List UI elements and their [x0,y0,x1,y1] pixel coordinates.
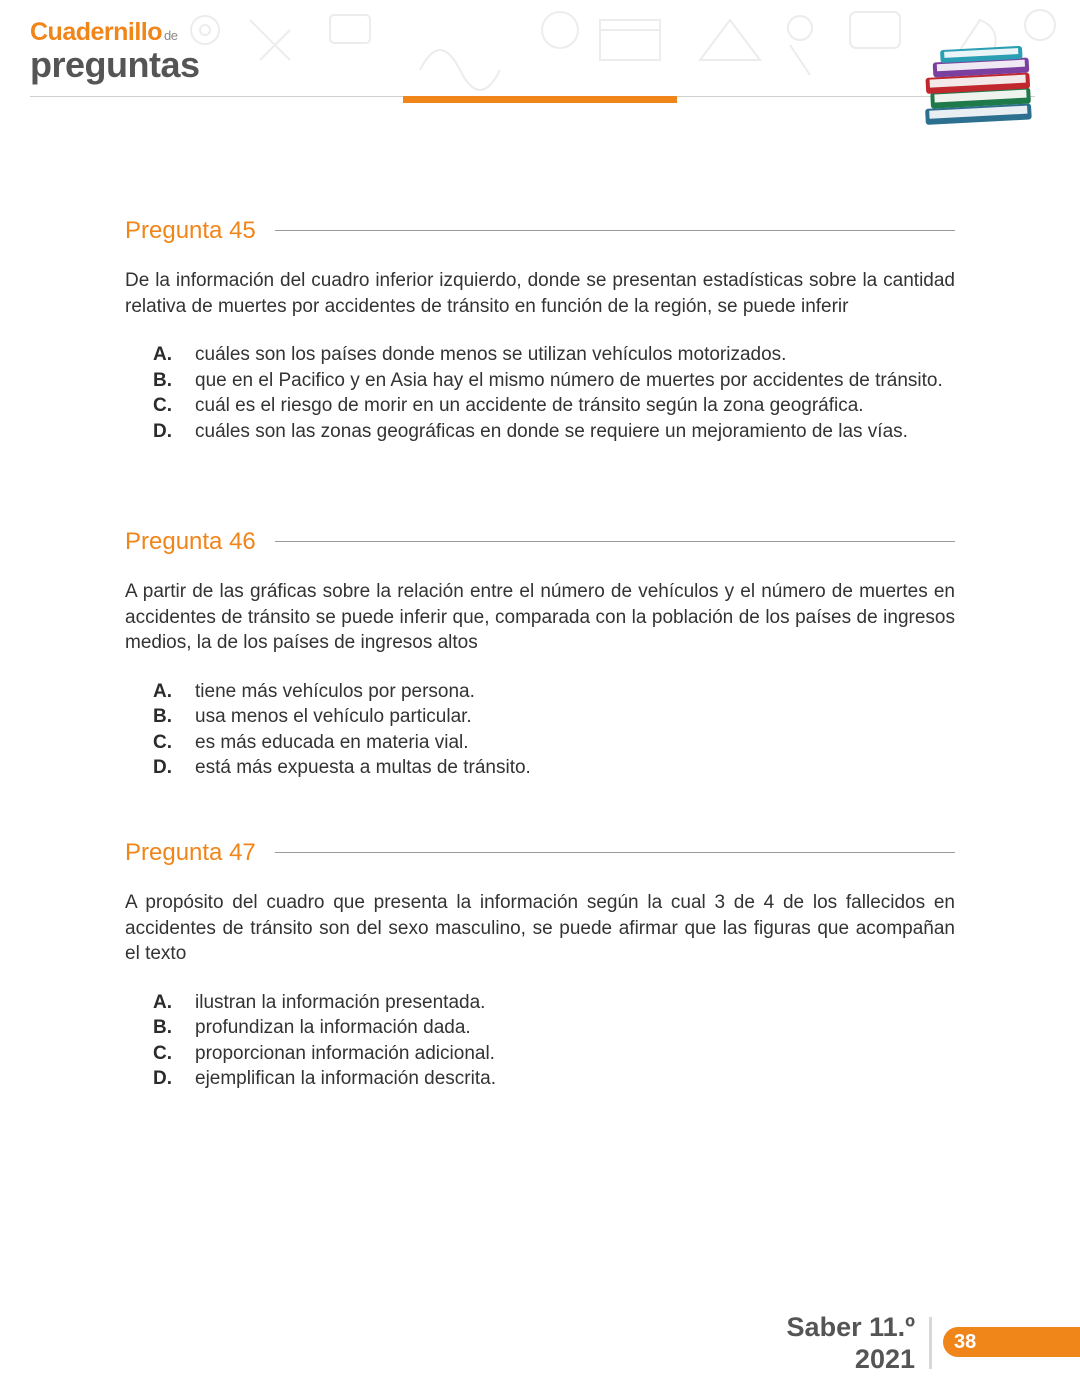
option-text: cuáles son las zonas geográficas en donde se requiere un mejoramiento de las vías. [195,420,908,442]
brand-title-main: Cuadernillo [30,18,163,46]
question-text: De la información del cuadro inferior izquierdo, donde se presentan estadísticas sobre la cantidad relativa de muertes por accidentes de tránsito en función de la región, se puede inferir [125,270,955,317]
question-47 [125,838,955,1092]
option-d[interactable] [153,1066,955,1092]
footer-year: 2021 [854,1344,915,1374]
option-text: que en el Pacifico y en Asia hay el mismo número de muertes por accidentes de tránsito. [195,369,943,391]
option-a[interactable] [153,342,955,368]
option-text: profundizan la información dada. [195,1017,471,1038]
question-header [125,838,955,874]
option-text: ilustran la información presentada. [195,991,486,1013]
option-letter: A. [153,991,172,1013]
question-text: A propósito del cuadro que presenta la información según la cual 3 de 4 de los fallecidos en accidentes de tránsito son del sexo masculino, se puede afirmar que las figuras que acompañan el texto [125,892,955,964]
option-letter: B. [153,1017,172,1038]
question-rule [275,852,955,853]
option-text: usa menos el vehículo particular. [195,706,472,727]
question-text: A partir de las gráficas sobre la relación entre el número de vehículos y el número de muertes en accidentes de tránsito se puede inferir que, comparada con la población de los países de ingresos medios, la de los países de ingresos altos [125,581,955,653]
answer-options [125,342,955,444]
option-c[interactable] [153,393,955,419]
option-a[interactable] [153,679,955,705]
option-letter: D. [153,757,172,778]
footer-divider [929,1317,932,1369]
question-header [125,527,955,563]
option-text: es más educada en materia vial. [195,731,469,753]
brand-subtitle: preguntas [30,44,200,85]
option-letter: A. [153,344,172,365]
option-a[interactable] [153,990,955,1016]
question-header [125,216,955,252]
option-text: cuál es el riesgo de morir en un accidente de tránsito según la zona geográfica. [195,395,864,416]
option-letter: B. [153,369,172,391]
option-b[interactable] [153,704,955,730]
footer-exam-name: Saber 11.º [786,1312,915,1342]
question-rule [275,541,955,542]
question-45 [125,216,955,444]
option-letter: C. [153,1042,172,1064]
option-text: está más expuesta a multas de tránsito. [195,757,531,778]
books-stack-icon [918,44,1044,130]
option-b[interactable] [153,1015,955,1041]
option-letter: C. [153,395,172,416]
option-c[interactable] [153,730,955,756]
question-rule [275,230,955,231]
option-d[interactable] [153,755,955,781]
option-letter: D. [153,1068,172,1089]
option-letter: A. [153,680,172,702]
answer-options [125,990,955,1092]
option-letter: C. [153,731,172,753]
option-letter: B. [153,706,172,727]
option-text: ejemplifican la información descrita. [195,1068,496,1089]
question-title: Pregunta 45 [125,216,270,246]
option-text: tiene más vehículos por persona. [195,680,475,702]
option-d[interactable] [153,419,955,445]
option-c[interactable] [153,1041,955,1067]
option-text: cuáles son los países donde menos se utilizan vehículos motorizados. [195,344,787,365]
option-text: proporcionan información adicional. [195,1042,495,1064]
question-46 [125,527,955,781]
question-title: Pregunta 47 [125,838,270,868]
option-letter: D. [153,420,172,442]
option-b[interactable] [153,368,955,394]
question-title: Pregunta 46 [125,527,270,557]
answer-options [125,679,955,781]
brand-title [30,18,177,47]
brand-title-de: de [164,28,178,43]
page-header [0,0,1080,130]
header-accent-bar [403,96,677,103]
page-number: 38 [954,1331,977,1353]
